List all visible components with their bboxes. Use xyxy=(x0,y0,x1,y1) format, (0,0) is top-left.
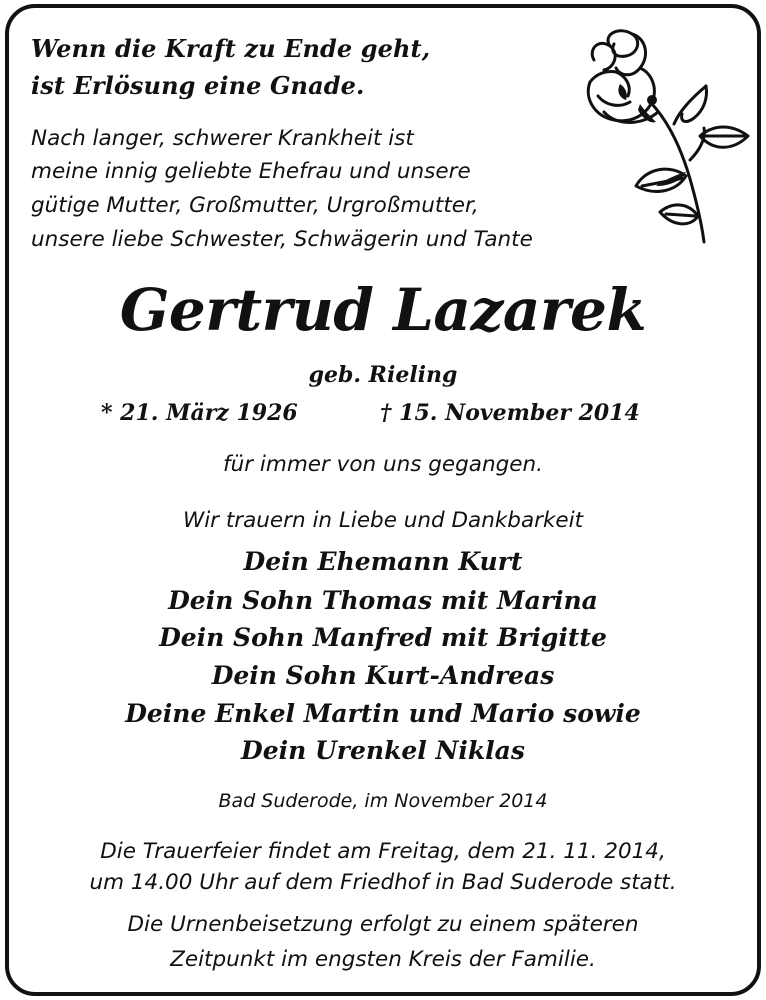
family-member: Dein Sohn Kurt-Andreas xyxy=(211,661,555,690)
gone-text: für immer von uns gegangen. xyxy=(223,452,543,477)
funeral-line-2: um 14.00 Uhr auf dem Friedhof in Bad Suderode statt. xyxy=(89,870,677,895)
motto-line-2: ist Erlösung eine Gnade. xyxy=(31,71,365,100)
family-member: Dein Urenkel Niklas xyxy=(241,736,525,765)
intro-line-1: Nach langer, schwerer Krankheit ist xyxy=(31,126,414,151)
urn-line-2: Zeitpunkt im engsten Kreis der Familie. xyxy=(170,947,596,972)
death-date: † 15. November 2014 xyxy=(380,400,640,426)
intro-line-3: gütige Mutter, Großmutter, Urgroßmutter, xyxy=(31,193,479,218)
place-date: Bad Suderode, im November 2014 xyxy=(218,790,548,812)
intro-line-4: unsere liebe Schwester, Schwägerin und Tante xyxy=(31,227,533,252)
funeral-line-1: Die Trauerfeier findet am Freitag, dem 21. 11. 2014, xyxy=(100,839,666,864)
birth-name: geb. Rieling xyxy=(308,362,458,388)
rose-icon xyxy=(580,26,756,246)
family-member: Deine Enkel Martin und Mario sowie xyxy=(125,699,641,728)
family-member: Dein Sohn Manfred mit Brigitte xyxy=(159,623,607,652)
family-member: Dein Ehemann Kurt xyxy=(243,547,523,576)
intro-line-2: meine innig geliebte Ehefrau und unsere xyxy=(31,159,471,184)
motto-line-1: Wenn die Kraft zu Ende geht, xyxy=(31,34,431,63)
deceased-name: Gertrud Lazarek xyxy=(119,276,647,344)
birth-date: * 21. März 1926 xyxy=(101,400,298,426)
urn-line-1: Die Urnenbeisetzung erfolgt zu einem späteren xyxy=(127,912,639,937)
mourning-text: Wir trauern in Liebe und Dankbarkeit xyxy=(182,508,584,533)
family-member: Dein Sohn Thomas mit Marina xyxy=(168,586,598,615)
